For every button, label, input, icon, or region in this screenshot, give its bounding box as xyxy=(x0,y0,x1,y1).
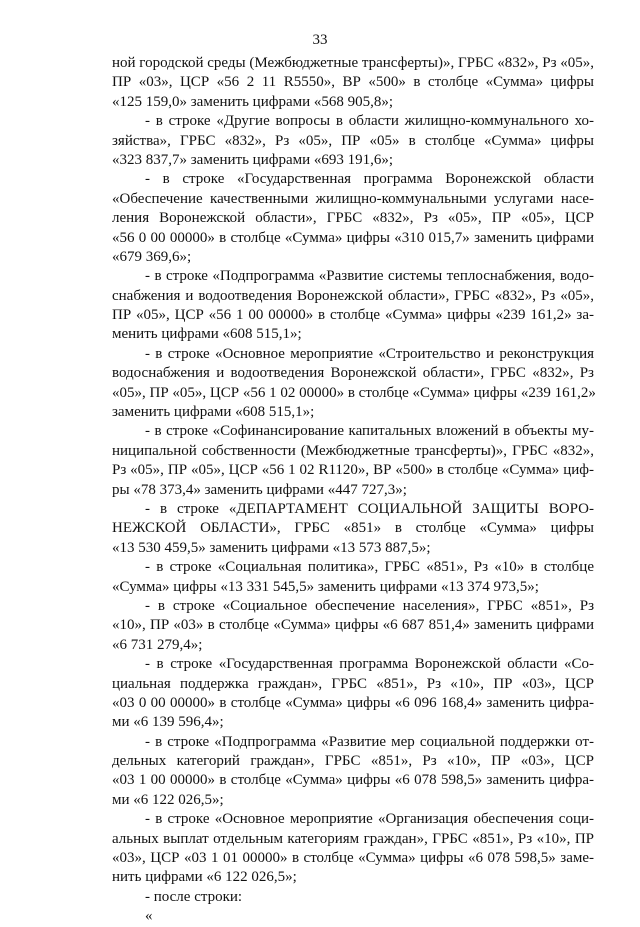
paragraph xyxy=(112,422,594,500)
text-line: «03 1 00 00000» в столбце «Сумма» цифры «6 078 598,5» заменить цифра- xyxy=(112,772,594,789)
text-line: альных выплат отдельным категориям граждан», ГРБС «851», Рз «10», ПР xyxy=(112,830,594,847)
text-line: ниципальной собственности (Межбюджетные трансферты)», ГРБС «832», xyxy=(112,442,594,459)
text-line: - в строке «Государственная программа Воронежской области xyxy=(145,171,594,188)
text-line: - в строке «ДЕПАРТАМЕНТ СОЦИАЛЬНОЙ ЗАЩИТЫ ВОРО- xyxy=(145,500,594,517)
text-line: «679 369,6»; xyxy=(112,248,192,265)
text-line: ления Воронежской области», ГРБС «832», Рз «05», ПР «05», ЦСР xyxy=(112,210,594,227)
paragraph xyxy=(112,907,594,926)
paragraph xyxy=(112,170,594,267)
text-line: «6 731 279,4»; xyxy=(112,636,203,653)
text-line: ПР «05», ЦСР «56 1 00 00000» в столбце «Сумма» цифры «239 161,2» за- xyxy=(112,307,594,324)
text-line: «05», ПР «05», ЦСР «56 1 02 00000» в столбце «Сумма» цифры «239 161,2» xyxy=(112,384,596,401)
text-line: дельных категорий граждан», ГРБС «851», Рз «10», ПР «03», ЦСР xyxy=(112,753,594,770)
paragraph xyxy=(112,558,594,597)
text-line: ры «78 373,4» заменить цифрами «447 727,3»; xyxy=(112,481,407,498)
text-line: «03 0 00 00000» в столбце «Сумма» цифры «6 096 168,4» заменить цифра- xyxy=(112,694,594,711)
text-line: - в строке «Другие вопросы в области жилищно-коммунального хо- xyxy=(145,113,594,130)
text-line: «125 159,0» заменить цифрами «568 905,8»; xyxy=(112,93,394,110)
paragraph xyxy=(112,810,594,888)
text-line: заменить цифрами «608 515,1»; xyxy=(112,404,315,421)
text-line: - в строке «Социальная политика», ГРБС «851», Рз «10» в столбце xyxy=(145,559,594,576)
paragraph xyxy=(112,597,594,655)
paragraph xyxy=(112,112,594,170)
text-line: нить цифрами «6 122 026,5»; xyxy=(112,869,297,886)
text-line: водоснабжения и водоотведения Воронежской области», ГРБС «832», Рз xyxy=(112,365,594,382)
paragraph xyxy=(112,500,594,558)
text-line: «Обеспечение качественными жилищно-коммунальными услугами насе- xyxy=(112,190,594,207)
text-line: менить цифрами «608 515,1»; xyxy=(112,326,302,343)
text-line: - в строке «Государственная программа Воронежской области «Со- xyxy=(145,656,594,673)
text-line: циальная поддержка граждан», ГРБС «851», Рз «10», ПР «03», ЦСР xyxy=(112,675,594,692)
text-line: снабжения и водоотведения Воронежской области», ГРБС «832», Рз «05», xyxy=(112,287,594,304)
text-line: - в строке «Основное мероприятие «Строительство и реконструкция xyxy=(145,345,594,362)
text-line: ми «6 122 026,5»; xyxy=(112,791,224,808)
text-line: - в строке «Подпрограмма «Развитие мер социальной поддержки от- xyxy=(145,733,594,750)
text-line: ПР «03», ЦСР «56 2 11 R5550», ВР «500» в столбце «Сумма» цифры xyxy=(112,74,594,91)
text-line: «323 837,7» заменить цифрами «693 191,6»; xyxy=(112,151,394,168)
text-line: ной городской среды (Межбюджетные трансферты)», ГРБС «832», Рз «05», xyxy=(112,55,594,71)
text-line: - в строке «Подпрограмма «Развитие системы теплоснабжения, водо- xyxy=(145,268,594,285)
text-line: НЕЖСКОЙ ОБЛАСТИ», ГРБС «851» в столбце «Сумма» цифры xyxy=(112,520,594,537)
text-line: - в строке «Социальное обеспечение населения», ГРБС «851», Рз xyxy=(145,597,594,614)
text-line: «10», ПР «03» в столбце «Сумма» цифры «6 687 851,4» заменить цифрами xyxy=(112,617,594,634)
text-line: - в строке «Софинансирование капитальных вложений в объекты му- xyxy=(145,423,594,440)
text-line: « xyxy=(145,908,153,925)
text-line: «56 0 00 00000» в столбце «Сумма» цифры «310 015,7» заменить цифрами xyxy=(112,229,594,246)
paragraph xyxy=(112,54,594,112)
text-line: Рз «05», ПР «05», ЦСР «56 1 02 R1120», ВР «500» в столбце «Сумма» циф- xyxy=(112,462,594,479)
paragraph xyxy=(112,267,594,345)
text-line: - в строке «Основное мероприятие «Организация обеспечения соци- xyxy=(145,811,594,828)
paragraph xyxy=(112,655,594,733)
page-number: 33 xyxy=(312,32,328,48)
paragraph xyxy=(112,345,594,423)
paragraph xyxy=(112,733,594,811)
text-line: зяйства», ГРБС «832», Рз «05», ПР «05» в столбце «Сумма» цифры xyxy=(112,132,594,149)
text-line: «13 530 459,5» заменить цифрами «13 573 887,5»; xyxy=(112,539,431,556)
text-line: ми «6 139 596,4»; xyxy=(112,714,224,731)
document-body xyxy=(112,54,594,927)
paragraph xyxy=(112,888,594,907)
text-line: - после строки: xyxy=(145,888,243,905)
text-line: «Сумма» цифры «13 331 545,5» заменить цифрами «13 374 973,5»; xyxy=(112,578,539,595)
text-line: «03», ЦСР «03 1 01 00000» в столбце «Сумма» цифры «6 078 598,5» заме- xyxy=(112,850,594,867)
